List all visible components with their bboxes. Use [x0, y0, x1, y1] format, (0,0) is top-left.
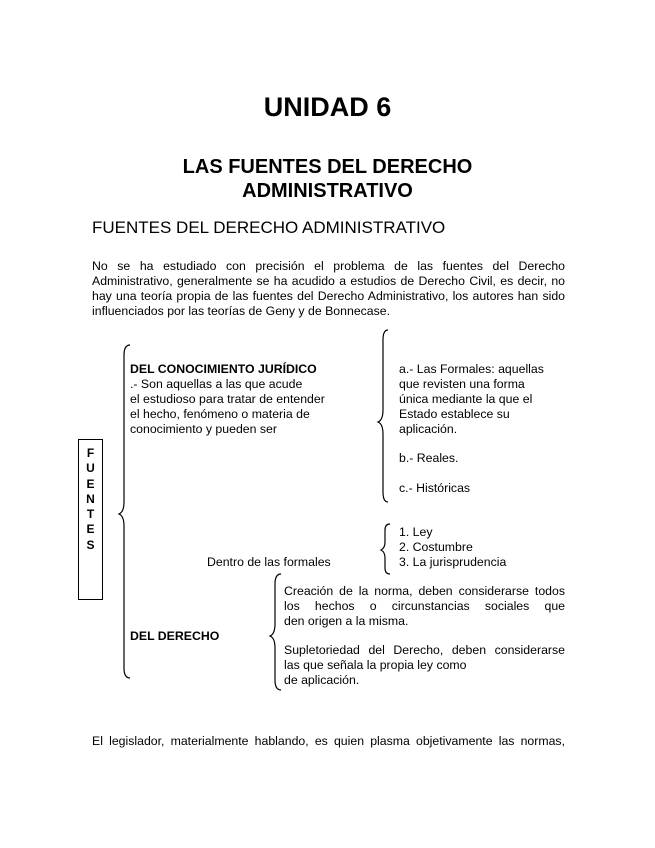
fuentes-letter: F — [86, 446, 95, 460]
formales-sources-list — [399, 525, 506, 570]
creacion-line: Creación de la norma, deben considerarse todos — [284, 584, 565, 598]
formales-block — [399, 362, 569, 437]
creacion-block — [284, 584, 565, 629]
formales-line: aplicación. — [399, 422, 458, 436]
conocimiento-line: el hecho, fenómeno o materia de — [130, 407, 310, 421]
creacion-line: los hechos o circunstancias sociales que — [284, 599, 565, 613]
main-title: LAS FUENTES DEL DERECHO ADMINISTRATIVO — [182, 156, 473, 202]
fuentes-letter: S — [86, 537, 95, 552]
section-heading: FUENTES DEL DERECHO ADMINISTRATIVO — [92, 218, 446, 237]
conocimiento-line: el estudioso para tratar de entender — [130, 392, 325, 406]
derecho-heading: DEL DERECHO — [130, 629, 220, 643]
intro-text: No se ha estudiado con precisión el problema de las fuentes del Derecho Administrativo, generalmente se ha acudido a estudios de Derecho Civil, es decir, no hay una teoría propia de las fuentes del Derecho Administrativo, los autores han sido influenciados por las teorías de Geny y de Bonnecase. — [92, 259, 565, 318]
creacion-line: den origen a la misma. — [284, 614, 409, 628]
formales-source-item: 2. Costumbre — [399, 540, 473, 554]
reales-item: b.- Reales. — [399, 451, 459, 465]
supletoriedad-line: Supletoriedad del Derecho, deben considerarse — [284, 643, 565, 657]
supletoriedad-block — [284, 643, 565, 688]
unit-title: UNIDAD 6 — [263, 92, 392, 122]
conocimiento-line: conocimiento y pueden ser — [130, 422, 277, 436]
supletoriedad-line: de aplicación. — [284, 673, 360, 687]
fuentes-letter: U — [86, 461, 95, 476]
dentro-formales-label: Dentro de las formales — [207, 555, 331, 569]
intro-paragraph — [92, 259, 565, 319]
formales-line: a.- Las Formales: aquellas — [399, 362, 544, 376]
conocimiento-right-brace — [378, 330, 388, 502]
fuentes-letter: T — [86, 507, 95, 522]
conocimiento-block — [130, 362, 370, 437]
formales-list-brace — [381, 524, 390, 574]
formales-line: única mediante la que el — [399, 392, 533, 406]
fuentes-vertical-box — [78, 439, 103, 600]
formales-source-item: 3. La jurisprudencia — [399, 555, 507, 569]
conocimiento-heading: DEL CONOCIMIENTO JURÍDICO — [130, 362, 317, 376]
fuentes-letter: E — [86, 522, 95, 537]
historicas-item: c.- Históricas — [399, 481, 471, 495]
fuentes-letter: E — [86, 476, 95, 491]
main-left-brace — [119, 345, 130, 678]
derecho-right-brace — [270, 574, 281, 690]
closing-line: El legislador, materialmente hablando, es quien plasma objetivamente las normas, — [92, 734, 565, 748]
formales-source-item: 1. Ley — [399, 525, 433, 539]
formales-line: que revisten una forma — [399, 377, 525, 391]
conocimiento-line: .- Son aquellas a las que acude — [130, 377, 303, 391]
fuentes-letters — [79, 446, 102, 553]
formales-line: Estado establece su — [399, 407, 510, 421]
supletoriedad-line: las que señala la propia ley como — [284, 658, 467, 672]
fuentes-letter: N — [86, 491, 95, 506]
